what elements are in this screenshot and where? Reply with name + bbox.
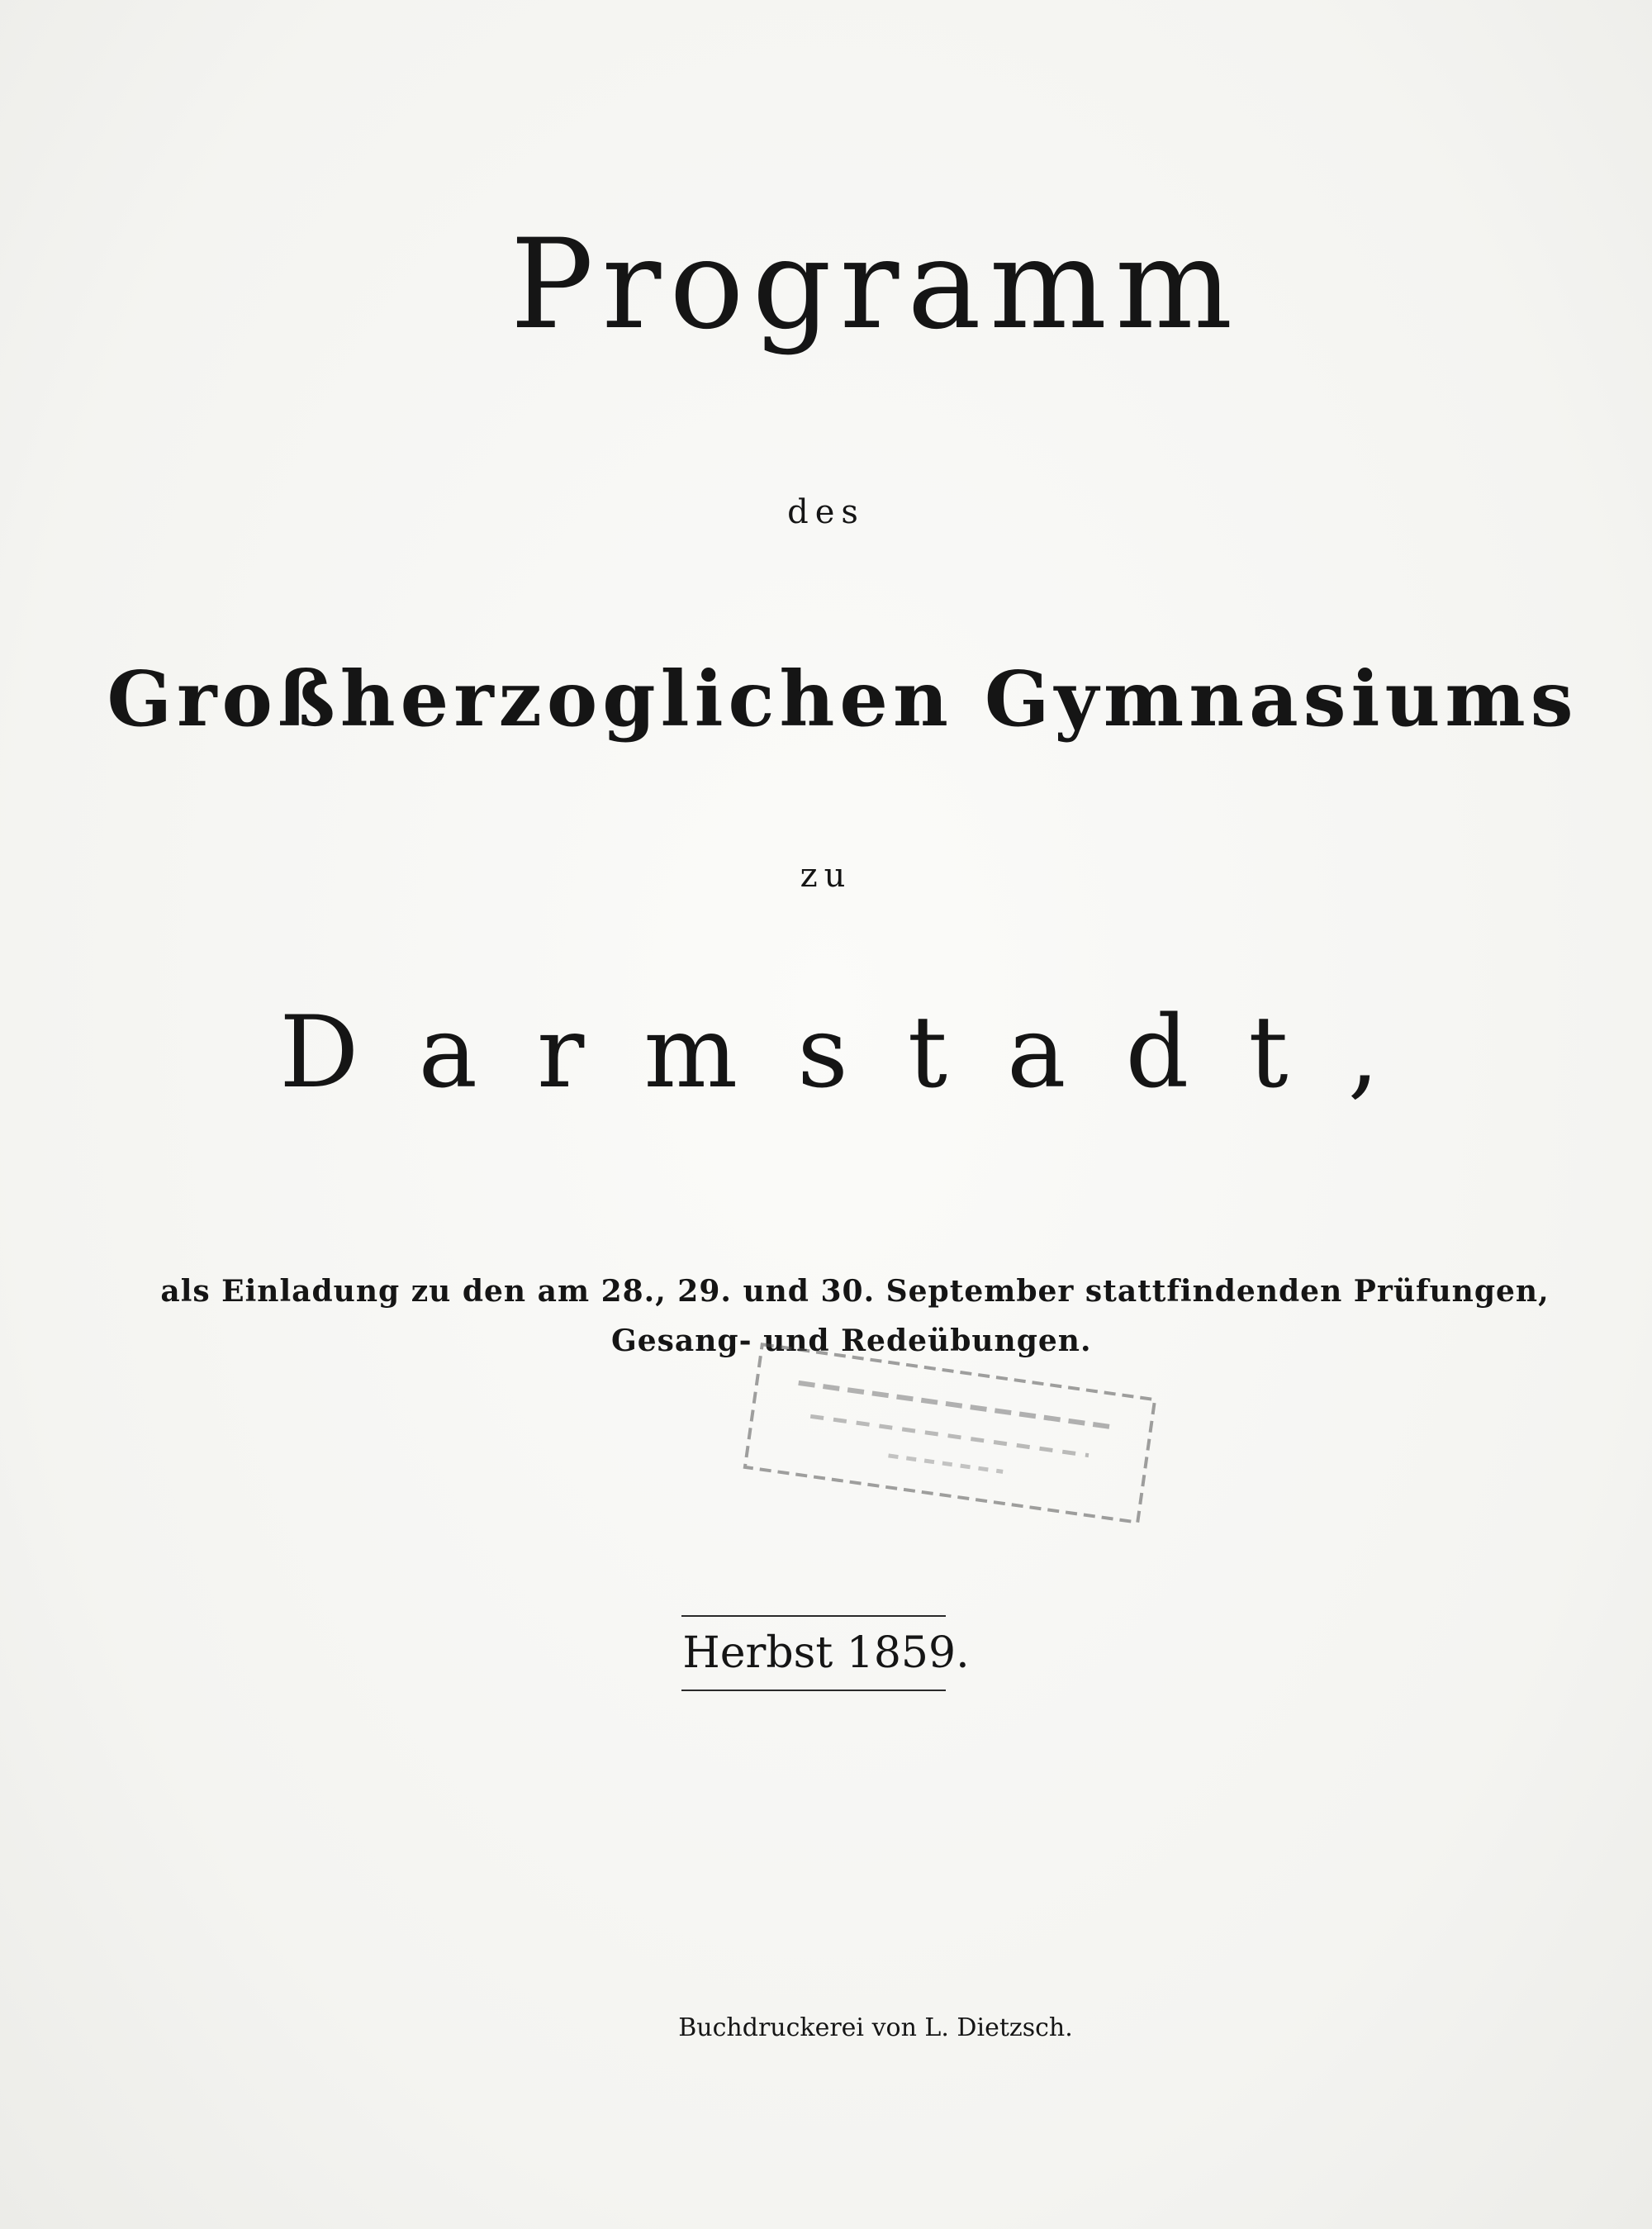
school-name: Großherzoglichen Gymnasiums (107, 654, 1578, 744)
invitation-line-2: Gesang- und Redeübungen. (611, 1324, 1092, 1358)
date-rule-top (681, 1615, 946, 1617)
date-text: Herbst 1859. (682, 1628, 970, 1678)
printer-imprint: Buchdruckerei von L. Dietzsch. (678, 2013, 1073, 2042)
city-name: Darmstadt, (279, 996, 1439, 1110)
word-zu: zu (800, 857, 852, 895)
stamp-frame-icon (736, 1335, 1165, 1532)
invitation-line-1: als Einladung zu den am 28., 29. und 30. September stattfindenden Prüfungen, (160, 1274, 1550, 1309)
word-des: des (787, 493, 865, 531)
document-title: Programm (510, 213, 1241, 357)
library-stamp-mark (736, 1335, 1165, 1532)
date-rule-bottom (681, 1690, 946, 1691)
